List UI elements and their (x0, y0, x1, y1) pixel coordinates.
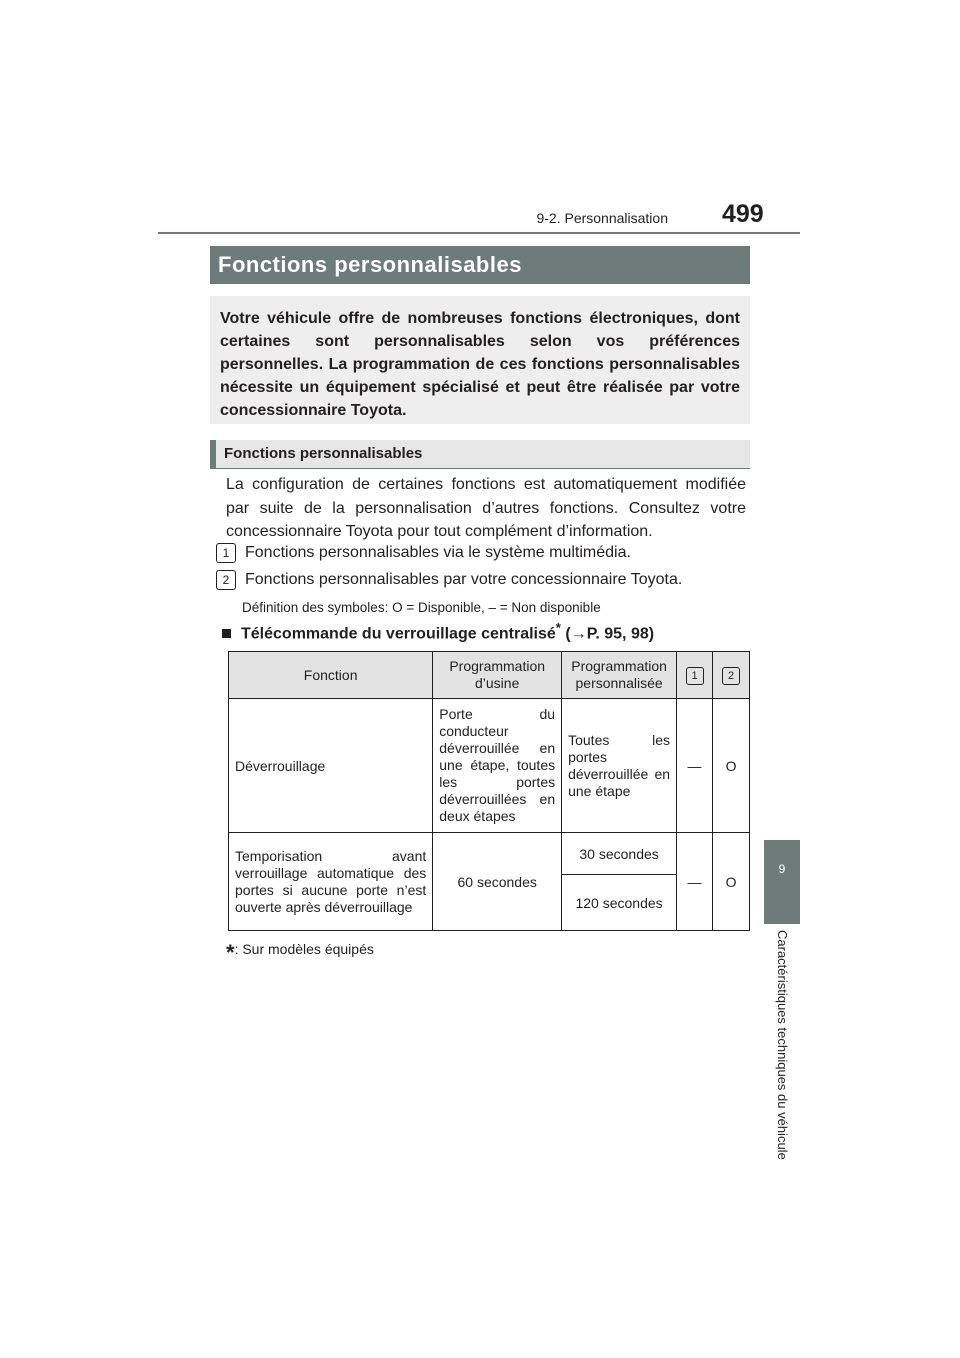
main-title-bar (210, 246, 750, 284)
cell-function: Temporisation avant verrouillage automatique des portes si aucune porte n’est ouverte après déverrouillage (229, 833, 433, 931)
section-reference: 9-2. Personnalisation (536, 210, 668, 226)
footnote-star: * (226, 940, 235, 965)
footnote-text: : Sur modèles équipés (234, 941, 374, 957)
number-badge-2: 2 (722, 667, 740, 685)
header-factory: Programmation d’usine (433, 652, 562, 699)
square-bullet-icon (222, 629, 231, 638)
footnote-star: * (555, 620, 561, 635)
number-badge-1: 1 (216, 543, 236, 563)
cell-col-1: — (677, 833, 713, 931)
customization-table (228, 651, 750, 931)
numbered-item-2 (216, 570, 682, 590)
header-custom: Programmation personnalisée (562, 652, 677, 699)
symbol-definition: Définition des symboles: O = Disponible, – = Non disponible (242, 600, 601, 615)
intro-text: Votre véhicule offre de nombreuses fonctions électroniques, dont certaines sont personnalisables selon vos préférences personnelles. La programmation de ces fonctions personnalisables nécessite un équipement spécialisé et peut être réalisée par votre concessionnaire Toyota. (220, 310, 740, 419)
numbered-item-text: Fonctions personnalisables via le système multimédia. (245, 544, 631, 561)
footnote (226, 940, 374, 966)
numbered-item-1 (216, 543, 631, 563)
subsection-title: Télécommande du verrouillage centralisé (241, 625, 556, 643)
subheading: Fonctions personnalisables (224, 445, 423, 462)
cell-custom-option-2: 120 secondes (562, 875, 677, 931)
subheading-bar (210, 440, 750, 469)
cell-col-2: O (713, 833, 750, 931)
chapter-title: Caractéristiques techniques du véhicule (775, 930, 790, 1160)
body-paragraph: La configuration de certaines fonctions est automatiquement modifiée par suite de la personnalisation d’autres fonctions. Consultez votre concessionnaire Toyota pour tout complément d’information. (226, 476, 746, 540)
table-row (229, 833, 750, 875)
cell-custom-option-1: 30 secondes (562, 833, 677, 875)
cell-factory: Porte du conducteur déverrouillée en une étape, toutes les portes déverrouillées en deux étapes (433, 699, 562, 833)
number-badge-2: 2 (216, 570, 236, 590)
chapter-tab (764, 840, 800, 924)
cell-function: Déverrouillage (229, 699, 433, 833)
header-col-1 (677, 652, 713, 699)
page-reference: (→P. 95, 98) (565, 625, 655, 643)
page-number: 499 (722, 200, 764, 228)
chapter-number: 9 (778, 862, 786, 876)
header-rule (158, 232, 800, 234)
number-badge-1: 1 (686, 667, 704, 685)
cell-col-2: O (713, 699, 750, 833)
table-row (229, 699, 750, 833)
main-title: Fonctions personnalisables (218, 252, 522, 277)
cell-factory: 60 secondes (433, 833, 562, 931)
subsection-heading (222, 620, 654, 643)
header-fonction: Fonction (229, 652, 433, 699)
intro-box (210, 296, 750, 424)
cell-custom: Toutes les portes déverrouillée en une étape (562, 699, 677, 833)
numbered-item-text: Fonctions personnalisables par votre concessionnaire Toyota. (245, 571, 683, 588)
cell-col-1: — (677, 699, 713, 833)
header-col-2 (713, 652, 750, 699)
table-header-row (229, 652, 750, 699)
chapter-side-caption (776, 930, 790, 1160)
